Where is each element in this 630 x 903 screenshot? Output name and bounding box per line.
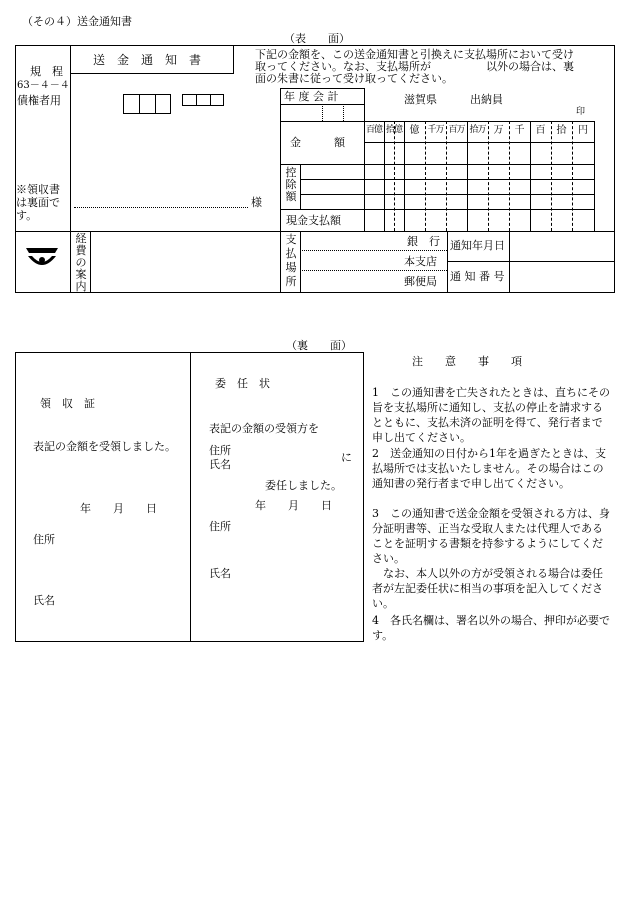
digit-label: 拾万	[469, 125, 486, 135]
note-item-2: 2 送金通知の日付から1年を過ぎたときは、支払場所では支払いたしません。その場合はこの通知書の発行者まで申し出てください。	[372, 447, 606, 490]
seal-icon: 印	[576, 107, 586, 117]
note-item-4: 4 各氏名欄は、署名以外の場合、押印が必要です。	[372, 614, 610, 642]
proxy-entrust: 委任しました。	[265, 479, 342, 492]
digit-label: 拾億	[385, 125, 402, 135]
net-payment-label: 現金支払額	[286, 214, 341, 227]
proxy-name2-label: 氏名	[209, 567, 231, 580]
back-label: （裏 面）	[286, 339, 352, 352]
user-type: 債権者用	[17, 94, 61, 107]
note-item-3: 3 この通知書で送金金額を受領される方は、身分証明書等、正当な受取人または代理人であることを証明する書類を持参するようにしてください。	[372, 507, 610, 565]
account-box-b	[182, 94, 224, 106]
fiscal-year-label: 年 度 会 計	[284, 90, 339, 103]
amount-label: 金 額	[290, 136, 345, 149]
proxy-title: 委 任 状	[215, 377, 270, 390]
form-number: （その４）送金通知書	[22, 15, 132, 28]
receipt-date: 年 月 日	[80, 502, 157, 515]
instruction-2: 取ってください。なお、支払場所が 以外の場合は、裏	[255, 60, 574, 73]
receipt-address-label: 住所	[33, 533, 55, 546]
note-item-1: 1 この通知書を亡失されたときは、直ちにその旨を支払場所に通知し、支払の停止を請求するとともに、支払未済の証明を得て、発行者まで申し出てください。	[372, 386, 610, 444]
prefecture-logo-icon	[22, 244, 62, 274]
rules-label: 規 程	[30, 65, 63, 78]
rule-code: 63－４－４	[17, 80, 70, 91]
proxy-address2-label: 住所	[209, 520, 231, 533]
post-office-label: 郵便局	[404, 275, 437, 288]
receipt-text: 表記の金額を受領しました。	[33, 440, 176, 453]
proxy-ni: に	[341, 451, 352, 464]
bank-label: 銀 行	[407, 235, 440, 248]
digit-label: 百万	[448, 125, 465, 135]
front-title: 送 金 通 知 書	[93, 53, 202, 67]
proxy-text: 表記の金額の受領方を	[209, 422, 319, 435]
note-item-3b: なお、本人以外の方が受領される場合は委任者が左記委任状に相当の事項を記入してください。	[372, 567, 603, 610]
instruction-1: 下記の金額を、この送金通知書と引換えに支払場所において受け	[255, 48, 574, 61]
notes-title: 注 意 事 項	[412, 355, 522, 368]
proxy-name-label: 氏名	[209, 458, 231, 471]
instruction-3: 面の朱書に従って受け取ってください。	[255, 72, 453, 85]
receipt-name-label: 氏名	[33, 594, 55, 607]
digit-label: 円	[578, 125, 588, 136]
payment-place-label: 支払場所	[285, 233, 297, 288]
digit-label: 百億	[365, 125, 382, 135]
digit-label: 億	[409, 125, 420, 136]
digit-label: 拾	[556, 125, 567, 136]
digit-label: 千万	[427, 125, 444, 135]
proxy-date: 年 月 日	[255, 499, 332, 512]
expense-label: 経費の案内	[75, 232, 87, 293]
account-box-a	[123, 94, 171, 114]
issuer: 滋賀県 出納員	[404, 93, 503, 106]
notice-date-label: 通知年月日	[450, 239, 505, 252]
deduction-label: 控除額	[285, 166, 297, 203]
receipt-title: 領 収 証	[40, 397, 95, 410]
notice-number-label: 通 知 番 号	[450, 270, 505, 283]
addressee-suffix: 様	[251, 196, 262, 209]
front-label: （表 面）	[284, 32, 350, 45]
receipt-note: ※領収書は裏面です。	[16, 183, 60, 222]
proxy-address-label: 住所	[209, 444, 231, 457]
digit-label: 千	[514, 125, 525, 136]
digit-label: 百	[535, 125, 546, 136]
digit-label: 万	[493, 125, 504, 136]
branch-label: 本支店	[404, 255, 437, 268]
